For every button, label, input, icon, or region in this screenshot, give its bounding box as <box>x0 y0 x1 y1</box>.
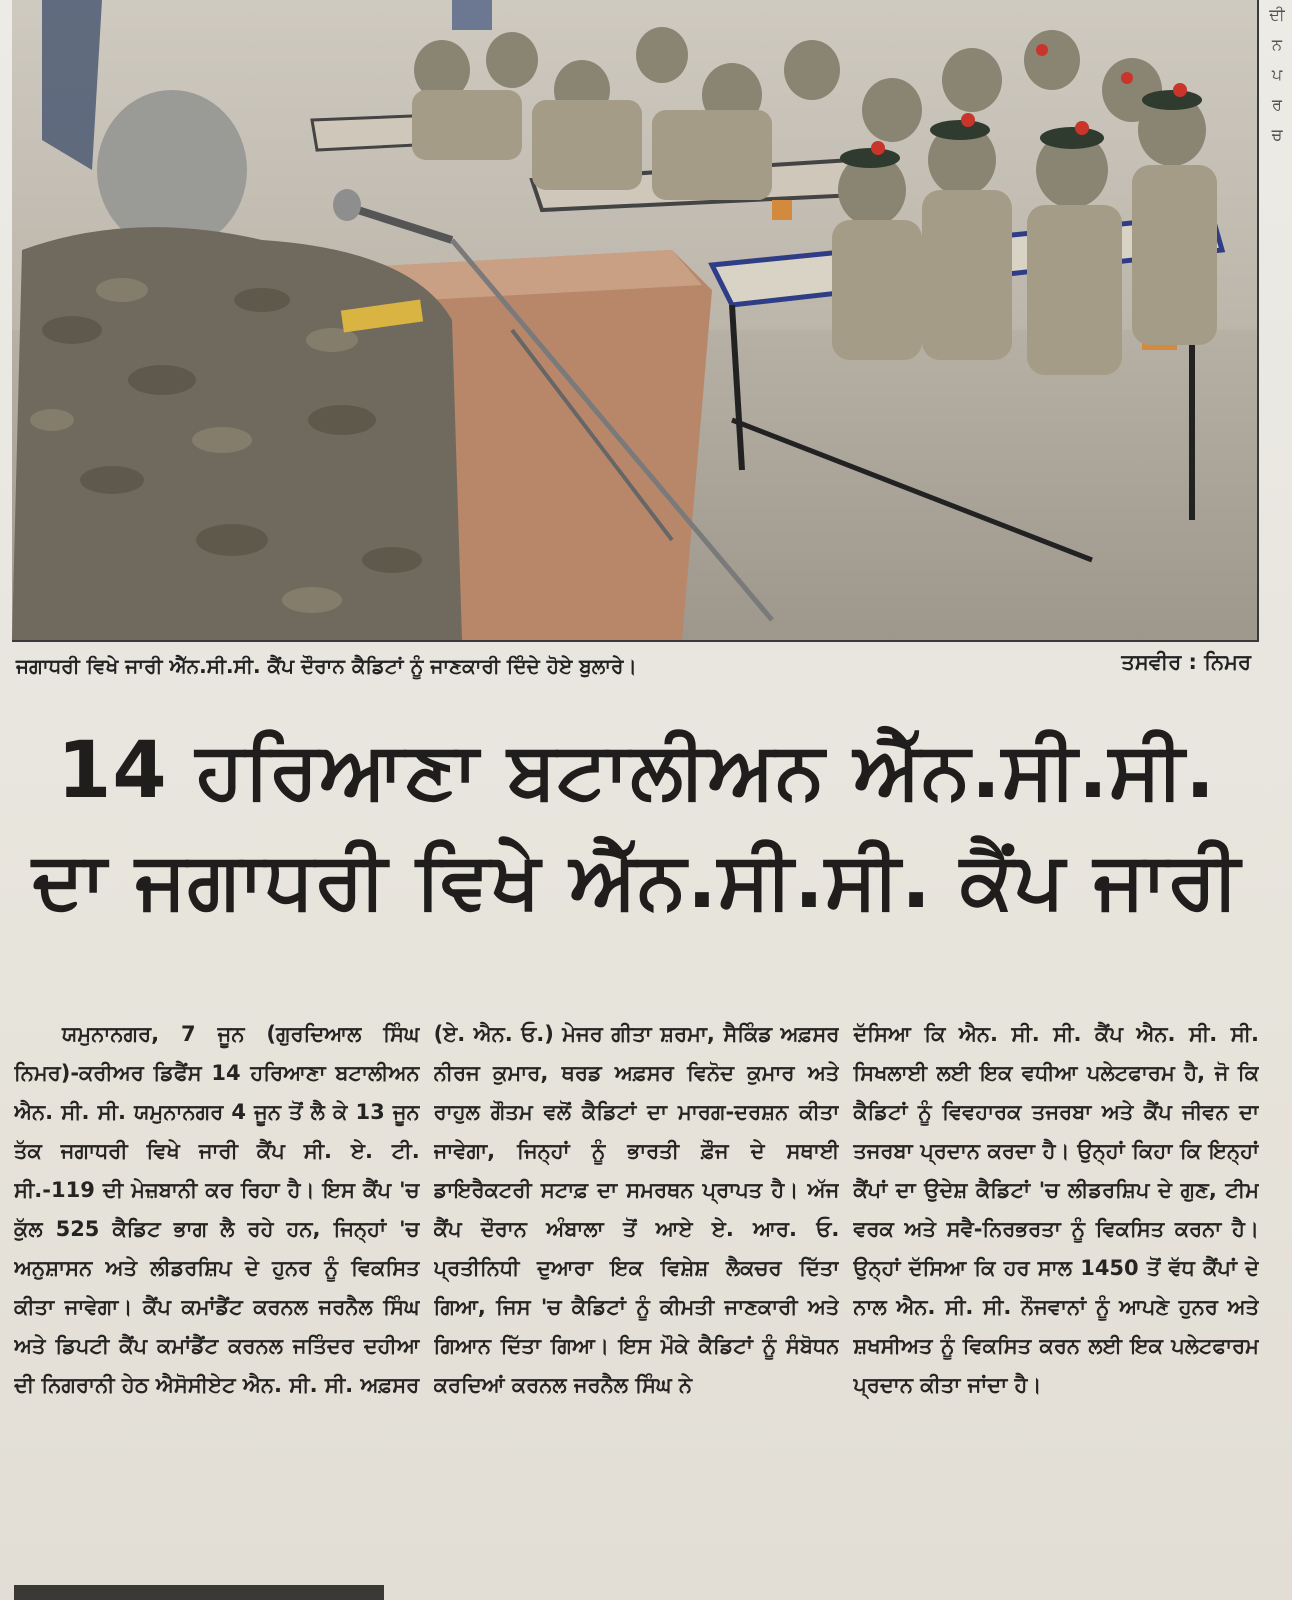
article-column-1 <box>14 1015 420 1575</box>
adjacent-column-edge: ਦੀ ਨ ਪ ਰ ਚ <box>1269 5 1285 144</box>
news-photo <box>12 0 1259 642</box>
caption-text: ਜਗਾਧਰੀ ਵਿਖੇ ਜਾਰੀ ਐੱਨ.ਸੀ.ਸੀ. ਕੈਂਪ ਦੌਰਾਨ ਕੈਡਿਟਾਂ ਨੂੰ ਜਾਣਕਾਰੀ ਦਿੰਦੇ ਹੋਏ ਬੁਲਾਰੇ। <box>16 654 637 678</box>
article-body <box>14 1015 1259 1575</box>
headline-line-1: 14 ਹਰਿਆਣਾ ਬਟਾਲੀਅਨ ਐੱਨ.ਸੀ.ਸੀ. <box>57 726 1216 816</box>
photo-credit: ਤਸਵੀਰ : ਨਿਮਰ <box>1121 650 1251 674</box>
article-paragraph: (ਏ. ਐਨ. ਓ.) ਮੇਜਰ ਗੀਤਾ ਸ਼ਰਮਾ, ਸੈਕਿੰਡ ਅਫ਼ਸਰ ਨੀਰਜ ਕੁਮਾਰ, ਥਰਡ ਅਫ਼ਸਰ ਵਿਨੋਦ ਕੁਮਾਰ ਅਤੇ ਰਾਹੁਲ ਗੌਤਮ ਵਲੋਂ ਕੈਡਿਟਾਂ ਦਾ ਮਾਰਗ-ਦਰਸ਼ਨ ਕੀਤਾ ਜਾਵੇਗਾ, ਜਿਨ੍ਹਾਂ ਨੂੰ ਭਾਰਤੀ ਫ਼ੌਜ ਦੇ ਸਥਾਈ ਡਾਇਰੈਕਟਰੀ ਸਟਾਫ਼ ਦਾ ਸਮਰਥਨ ਪ੍ਰਾਪਤ ਹੈ। ਅੱਜ ਕੈਂਪ ਦੌਰਾਨ ਅੰਬਾਲਾ ਤੋਂ ਆਏ ਏ. ਆਰ. ਓ. ਪ੍ਰਤੀਨਿਧੀ ਦੁਆਰਾ ਇਕ ਵਿਸ਼ੇਸ਼ ਲੈਕਚਰ ਦਿੱਤਾ ਗਿਆ, ਜਿਸ 'ਚ ਕੈਡਿਟਾਂ ਨੂੰ ਕੀਮਤੀ ਜਾਣਕਾਰੀ ਅਤੇ ਗਿਆਨ ਦਿੱਤਾ ਗਿਆ। ਇਸ ਮੌਕੇ ਕੈਡਿਟਾਂ ਨੂੰ ਸੰਬੋਧਨ ਕਰਦਿਆਂ ਕਰਨਲ ਜਰਨੈਲ ਸਿੰਘ ਨੇ <box>433 1022 840 1397</box>
photo-illustration <box>12 0 1257 640</box>
photo-caption <box>14 650 1259 690</box>
bottom-rule <box>14 1585 384 1600</box>
article-paragraph: ਯਮੁਨਾਨਗਰ, 7 ਜੂਨ (ਗੁਰਦਿਆਲ ਸਿੰਘ ਨਿਮਰ)-ਕਰੀਅਰ ਡਿਫੈਂਸ 14 ਹਰਿਆਣਾ ਬਟਾਲੀਅਨ ਐਨ. ਸੀ. ਸੀ. ਯਮੁਨਾਨਗਰ 4 ਜੂਨ ਤੋਂ ਲੈ ਕੇ 13 ਜੂਨ ਤੱਕ ਜਗਾਧਰੀ ਵਿਖੇ ਜਾਰੀ ਕੈਂਪ ਸੀ. ਏ. ਟੀ. ਸੀ.-119 ਦੀ ਮੇਜ਼ਬਾਨੀ ਕਰ ਰਿਹਾ ਹੈ। ਇਸ ਕੈਂਪ 'ਚ ਕੁੱਲ 525 ਕੈਡਿਟ ਭਾਗ ਲੈ ਰਹੇ ਹਨ, ਜਿਨ੍ਹਾਂ 'ਚ ਅਨੁਸ਼ਾਸਨ ਅਤੇ ਲੀਡਰਸ਼ਿਪ ਦੇ ਹੁਨਰ ਨੂੰ ਵਿਕਸਿਤ ਕੀਤਾ ਜਾਵੇਗਾ। ਕੈਂਪ ਕਮਾਂਡੈਂਟ ਕਰਨਲ ਜਰਨੈਲ ਸਿੰਘ ਅਤੇ ਡਿਪਟੀ ਕੈਂਪ ਕਮਾਂਡੈਂਟ ਕਰਨਲ ਜਤਿੰਦਰ ਦਹੀਆ ਦੀ ਨਿਗਰਾਨੀ ਹੇਠ ਐਸੋਸੀਏਟ ਐਨ. ਸੀ. ਸੀ. ਅਫ਼ਸਰ <box>14 1022 420 1397</box>
headline <box>14 716 1259 936</box>
headline-line-2: ਦਾ ਜਗਾਧਰੀ ਵਿਖੇ ਐੱਨ.ਸੀ.ਸੀ. ਕੈਂਪ ਜਾਰੀ <box>32 836 1241 926</box>
article-column-2 <box>434 1015 840 1575</box>
article-paragraph: ਦੱਸਿਆ ਕਿ ਐਨ. ਸੀ. ਸੀ. ਕੈਂਪ ਐਨ. ਸੀ. ਸੀ. ਸਿਖਲਾਈ ਲਈ ਇਕ ਵਧੀਆ ਪਲੇਟਫਾਰਮ ਹੈ, ਜੋ ਕਿ ਕੈਡਿਟਾਂ ਨੂੰ ਵਿਵਹਾਰਕ ਤਜਰਬਾ ਅਤੇ ਕੈਂਪ ਜੀਵਨ ਦਾ ਤਜਰਬਾ ਪ੍ਰਦਾਨ ਕਰਦਾ ਹੈ। ਉਨ੍ਹਾਂ ਕਿਹਾ ਕਿ ਇਨ੍ਹਾਂ ਕੈਂਪਾਂ ਦਾ ਉਦੇਸ਼ ਕੈਡਿਟਾਂ 'ਚ ਲੀਡਰਸ਼ਿਪ ਦੇ ਗੁਣ, ਟੀਮ ਵਰਕ ਅਤੇ ਸਵੈ-ਨਿਰਭਰਤਾ ਨੂੰ ਵਿਕਸਿਤ ਕਰਨਾ ਹੈ। ਉਨ੍ਹਾਂ ਦੱਸਿਆ ਕਿ ਹਰ ਸਾਲ 1450 ਤੋਂ ਵੱਧ ਕੈਂਪਾਂ ਦੇ ਨਾਲ ਐਨ. ਸੀ. ਸੀ. ਨੌਜਵਾਨਾਂ ਨੂੰ ਆਪਣੇ ਹੁਨਰ ਅਤੇ ਸ਼ਖਸੀਅਤ ਨੂੰ ਵਿਕਸਿਤ ਕਰਨ ਲਈ ਇਕ ਪਲੇਟਫਾਰਮ ਪ੍ਰਦਾਨ ਕੀਤਾ ਜਾਂਦਾ ਹੈ। <box>853 1022 1260 1397</box>
article-column-3 <box>853 1015 1259 1575</box>
